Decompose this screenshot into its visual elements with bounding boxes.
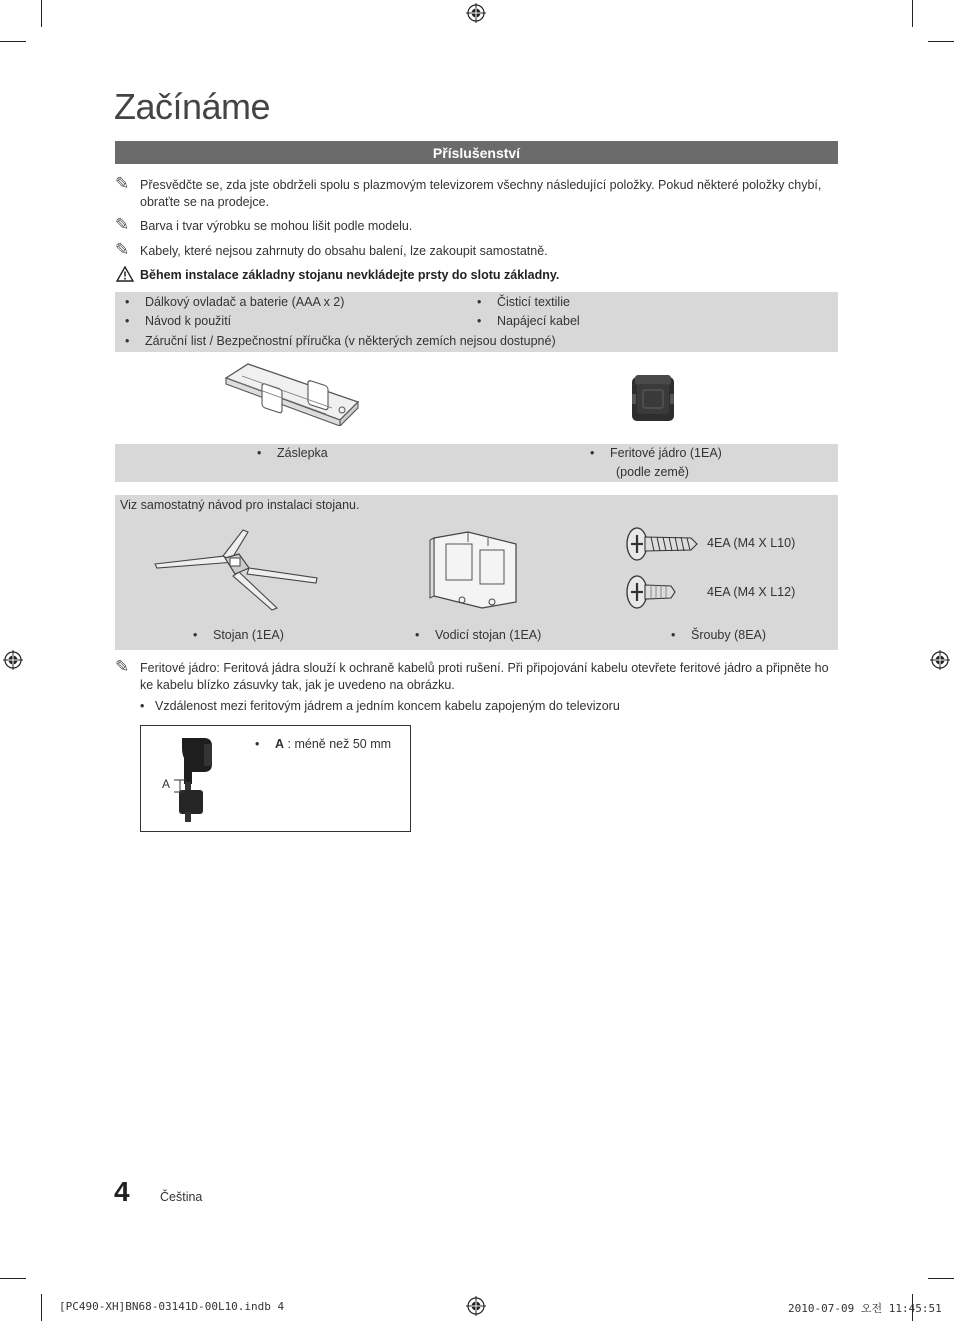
list-item: • Feritové jádro (1EA)	[590, 446, 722, 460]
crop-mark	[928, 1278, 954, 1279]
crop-mark	[41, 1294, 42, 1321]
ferrite-core-image	[631, 374, 675, 422]
screw-short-image	[625, 574, 677, 610]
registration-mark-icon	[930, 650, 950, 670]
registration-mark-icon	[466, 3, 486, 23]
blanking-bracket-image	[222, 360, 360, 426]
warning-text: Během instalace základny stojanu nevkládejte prsty do slotu základny.	[140, 268, 560, 282]
list-item: • Záruční list / Bezpečnostní příručka (v některých zemích nejsou dostupné)	[125, 334, 556, 348]
registration-mark-icon	[466, 1296, 486, 1316]
crop-mark	[928, 41, 954, 42]
note-pencil-icon: ✎	[115, 174, 130, 193]
note-text: Kabely, které nejsou zahrnuty do obsahu balení, lze zakoupit samostatně.	[140, 244, 548, 258]
note-text: Barva i tvar výrobku se mohou lišit podle modelu.	[140, 219, 413, 233]
footer-file: [PC490-XH]BN68-03141D-00L10.indb 4	[59, 1300, 285, 1313]
list-item-sub: (podle země)	[616, 465, 689, 479]
list-item: • Návod k použití	[125, 314, 232, 328]
list-item: • Dálkový ovladač a baterie (AAA x 2)	[125, 295, 345, 309]
footer-timestamp: 2010-07-09 오전 11:45:51	[788, 1302, 942, 1315]
list-item: • Vodicí stojan (1EA)	[415, 628, 542, 642]
crop-mark	[0, 41, 26, 42]
screw-long-label: 4EA (M4 X L10)	[707, 536, 796, 550]
warning-triangle-icon	[116, 266, 134, 282]
crop-mark	[41, 0, 42, 27]
list-item: • Stojan (1EA)	[193, 628, 284, 642]
crop-mark	[0, 1278, 26, 1279]
list-item: • Záslepka	[257, 446, 328, 460]
registration-mark-icon	[3, 650, 23, 670]
page-title: Začínáme	[114, 86, 271, 127]
section-header: Příslušenství	[115, 141, 838, 164]
guide-stand-image	[428, 530, 522, 610]
note-pencil-icon: ✎	[115, 240, 130, 259]
stand-note: Viz samostatný návod pro instalaci stojanu.	[120, 498, 360, 512]
ferrite-note-text: Feritové jádro: Feritová jádra slouží k ochraně kabelů proti rušení. Při připojování kabelu otevřete feritové jádro a připněte ho ke kabelu blízko zásuvky tak, jak je uvedeno na obrázku.	[140, 661, 829, 692]
list-item: • Čisticí textilie	[477, 295, 570, 309]
note-pencil-icon: ✎	[115, 657, 130, 676]
list-item: • A : méně než 50 mm	[255, 737, 392, 751]
page-number: 4	[114, 1176, 130, 1207]
stand-image	[153, 528, 319, 612]
language-label: Čeština	[160, 1190, 203, 1204]
screw-long-image	[625, 526, 699, 562]
list-item: • Vzdálenost mezi feritovým jádrem a jedním koncem kabelu zapojeným do televizoru	[140, 699, 620, 713]
items-row	[115, 444, 838, 482]
list-item: • Napájecí kabel	[477, 314, 580, 328]
note-pencil-icon: ✎	[115, 215, 130, 234]
crop-mark	[912, 0, 913, 27]
diagram-label-a: A	[162, 777, 171, 791]
list-item: • Šrouby (8EA)	[671, 628, 767, 642]
screw-short-label: 4EA (M4 X L12)	[707, 585, 796, 599]
note-text: Přesvědčte se, zda jste obdrželi spolu s plazmovým televizorem všechny následující položky. Pokud některé položky chybí, obraťte se na prodejce.	[140, 178, 822, 209]
